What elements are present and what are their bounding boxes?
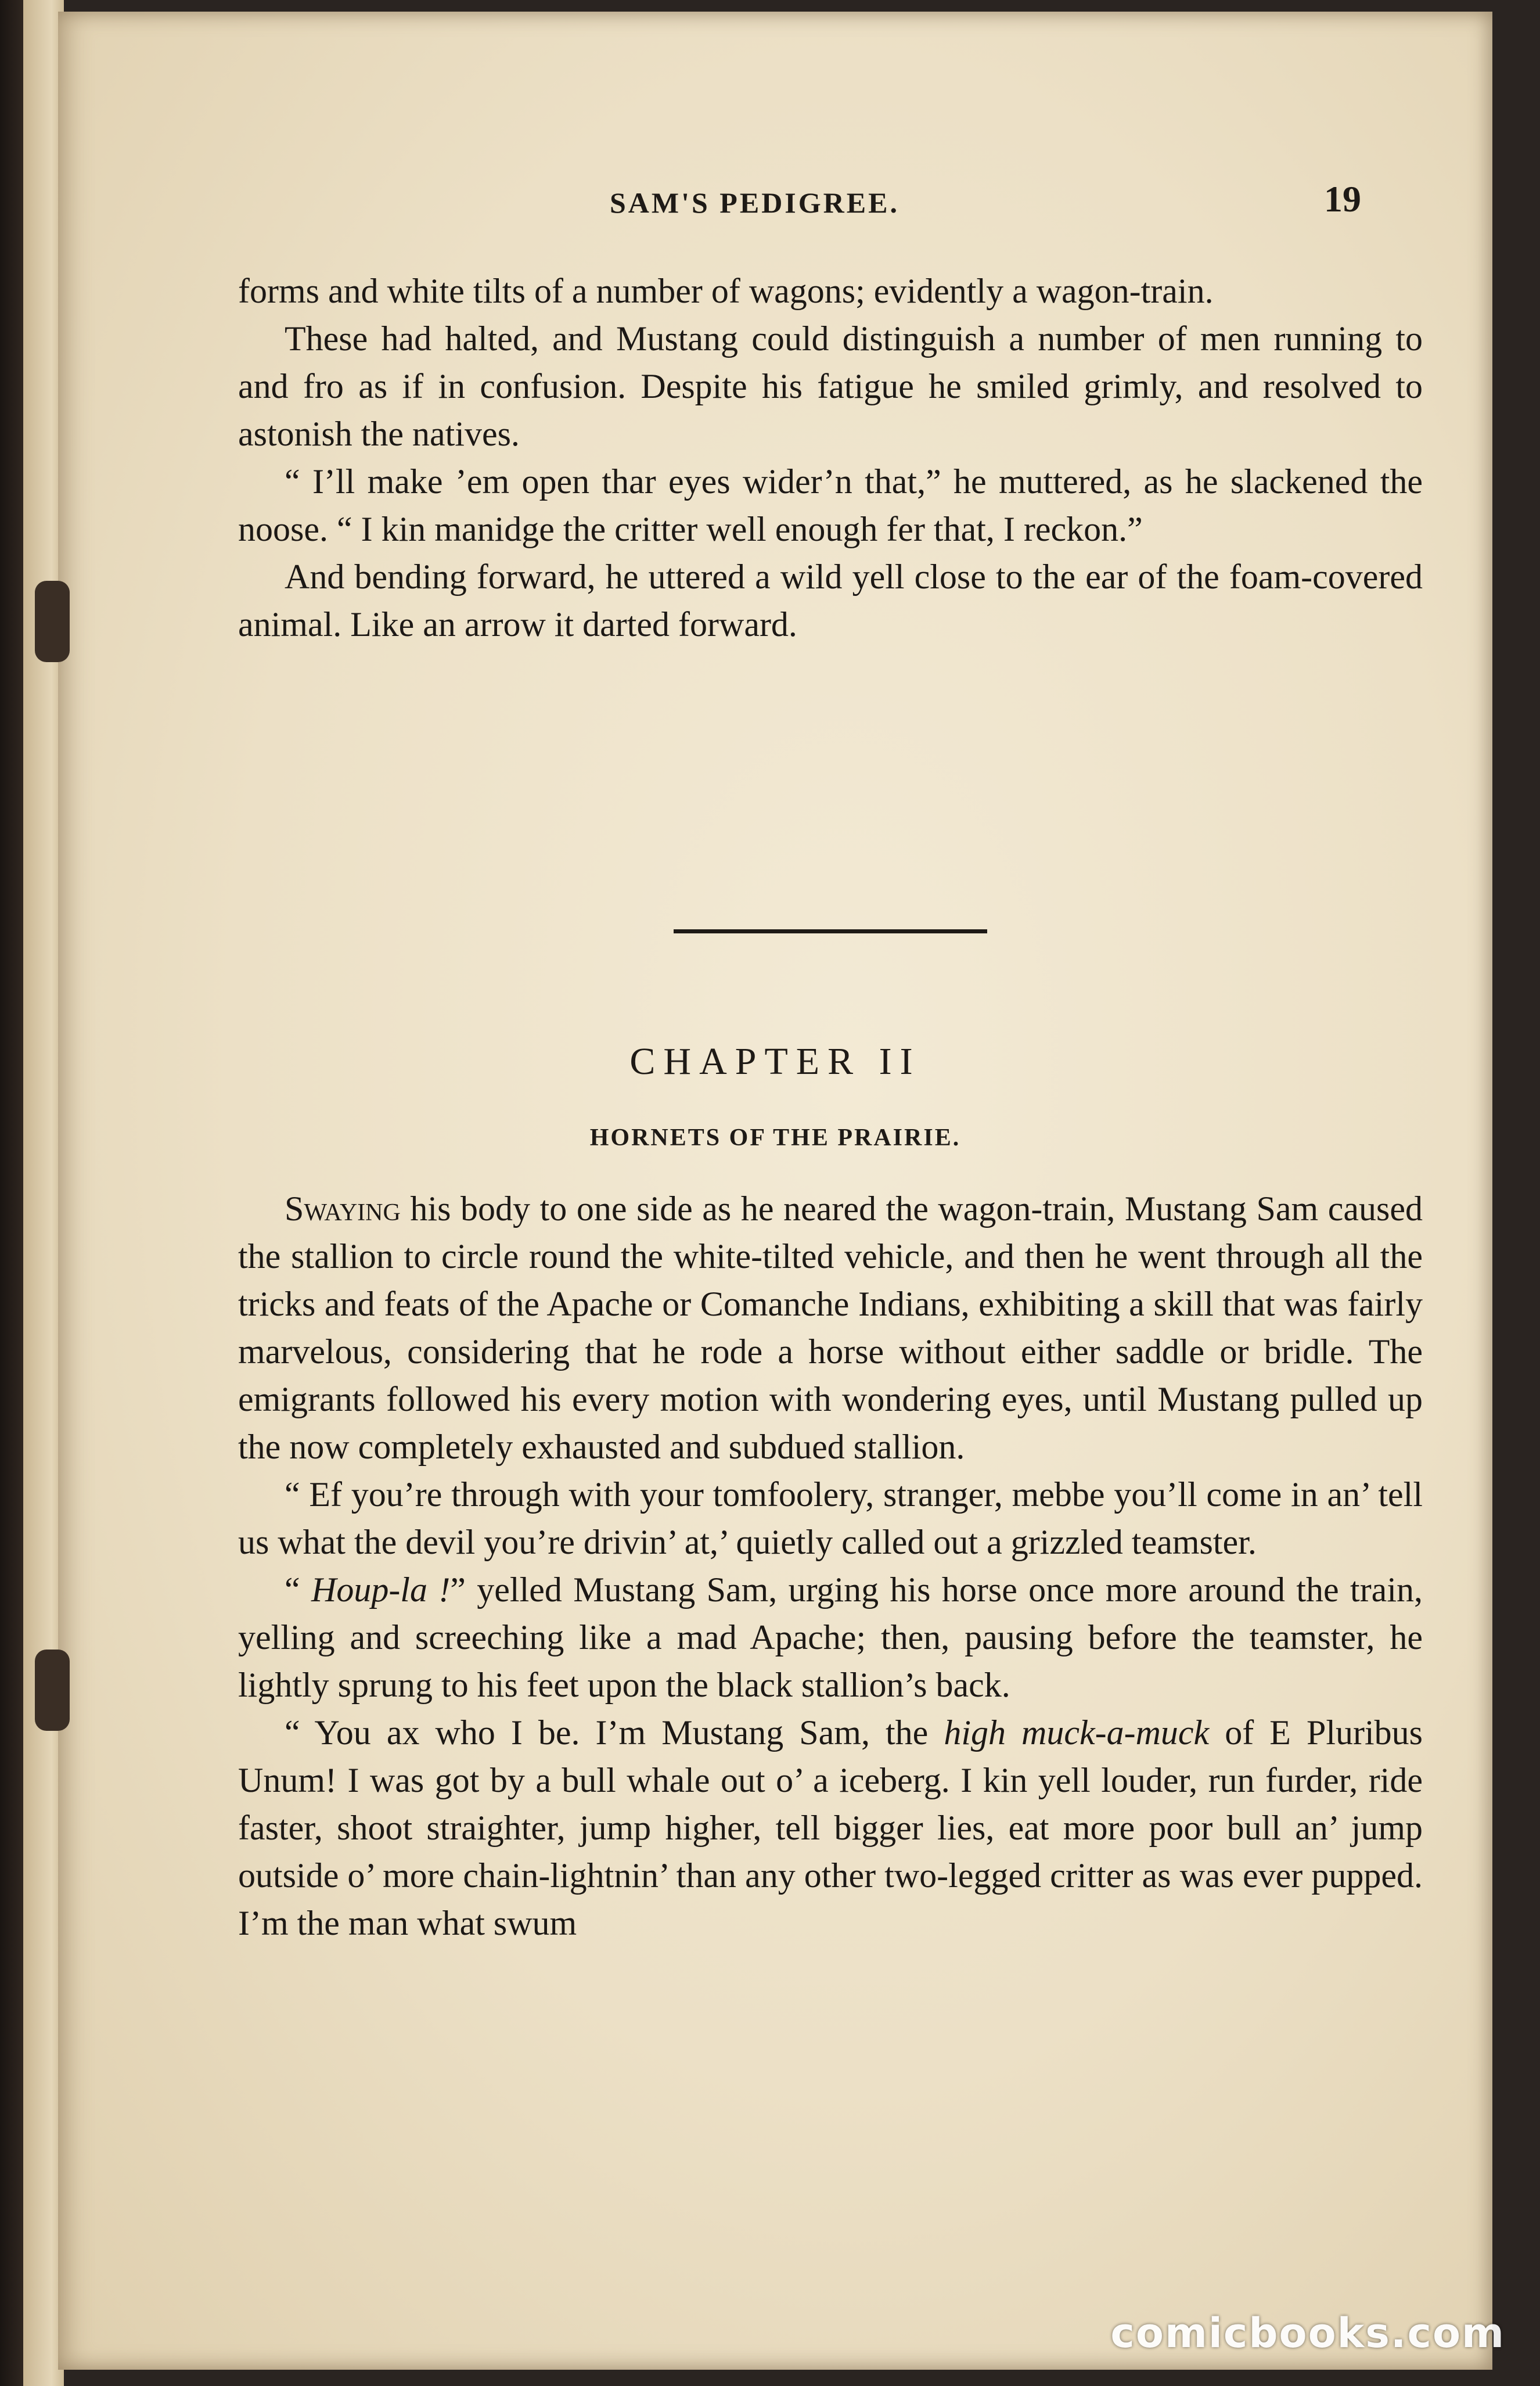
paragraph: “ Ef you’re through with your tomfoolery, stranger, mebbe you’ll come in an’ tell us what the devil you’re drivin’ at,’ quietly called out a grizzled teamster. <box>238 1475 1423 1561</box>
paragraph <box>238 1566 1423 1709</box>
chapter-text-block <box>238 1185 1423 1947</box>
quote-open: “ <box>285 1571 311 1609</box>
paragraph-text: ” yelled Mustang Sam, urging his horse once more around the train, yelling and screeching like a mad Apache; then, pausing before the teamster, he lightly sprung to his feet upon the black stallion’s back. <box>238 1571 1423 1704</box>
italic-phrase: high muck-a-muck <box>944 1713 1210 1752</box>
italic-phrase: Houp-la ! <box>311 1571 451 1609</box>
paragraph-text: of E Pluribus Unum! I was got by a bull whale out o’ a iceberg. I kin yell louder, run furder, ride faster, shoot straighter, jump higher, tell bigger lies, eat more poor bull an’ jump outside o’ more chain-lightnin’ than any other two-legged critter as was ever pupped. I’m the man what swum <box>238 1713 1423 1942</box>
page-number: 19 <box>1324 178 1361 220</box>
small-caps-lead: Swaying <box>285 1190 401 1228</box>
paragraph: And bending forward, he uttered a wild yell close to the ear of the foam-covered animal. Like an arrow it darted forward. <box>238 558 1423 644</box>
binding-hole <box>35 1650 70 1731</box>
running-head-title: SAM'S PEDIGREE. <box>610 186 899 219</box>
chapter-title: CHAPTER II <box>629 1040 921 1083</box>
book-page <box>58 12 1492 2370</box>
paragraph <box>238 1709 1423 1947</box>
top-text-block <box>238 267 1423 648</box>
paragraph <box>238 1185 1423 1471</box>
paragraph: forms and white tilts of a number of wagons; evidently a wagon-train. <box>238 272 1214 310</box>
paragraph: These had halted, and Mustang could distinguish a number of men running to and fro as if in confusion. Despite his fatigue he smiled grimly, and resolved to astonish the natives. <box>238 319 1423 453</box>
paragraph: “ I’ll make ’em open thar eyes wider’n that,” he muttered, as he slackened the noose. “ I kin manidge the critter well enough fer that, I reckon.” <box>238 462 1423 548</box>
paragraph-text: his body to one side as he neared the wagon-train, Mustang Sam caused the stallion to circle round the white-tilted vehicle, and then he went through all the tricks and feats of the Apache or Comanche Indians, exhibiting a skill that was fairly marvelous, considering that he rode a horse without either saddle or bridle. The emigrants followed his every motion with wondering eyes, until Mustang pulled up the now completely exhausted and subdued stallion. <box>238 1190 1423 1466</box>
paragraph-text: “ You ax who I be. I’m Mustang Sam, the <box>285 1713 944 1752</box>
binding-hole <box>35 581 70 662</box>
section-divider-rule <box>674 929 987 933</box>
watermark: comicbooks.com <box>1110 2309 1505 2357</box>
chapter-subtitle: HORNETS OF THE PRAIRIE. <box>589 1124 961 1151</box>
